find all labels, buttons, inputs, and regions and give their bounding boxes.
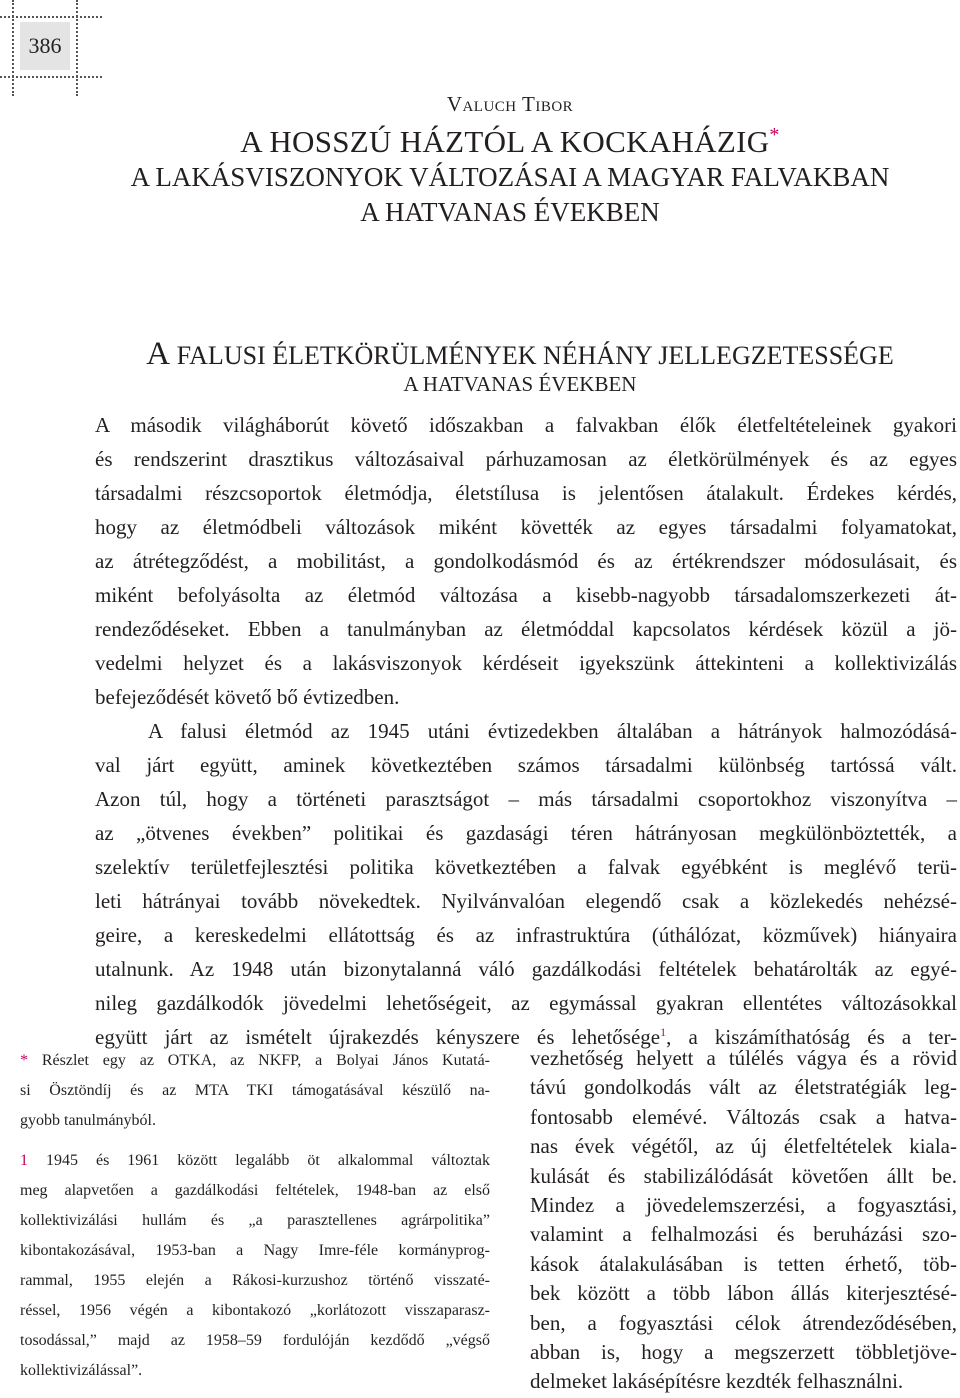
paragraph-2-line: val járt együtt, aminek következtében számos társadalmi különbség tartóssá vált. [95,753,957,777]
article-title [110,124,910,160]
paragraph-2-line: nileg gazdálkodók jövedelmi lehetőségeit, az egymással gyakran ellentétes változásokkal [95,991,957,1015]
footnote-star-text: Részlet egy az OTKA, az NKFP, a Bolyai János Kutatá- [28,1052,490,1069]
footnote-1-line: kollektivizálással”. [20,1362,143,1379]
paragraph-1-line: és rendszerint drasztikus változásaival párhuzamosan az életkörülmények és az egyes [95,447,957,471]
note-line-after: , a kiszámíthatóság és a ter- [666,1025,958,1049]
footnote-1-mark: 1 [20,1152,28,1169]
footnote-star-line [20,1047,490,1075]
section-heading-line-1 [90,336,950,373]
paragraph-2-line: leti hátrányai tovább növekedtek. Nyilvánvalóan elegendő csak a közlekedés nehézsé- [95,889,957,913]
footnote-1-line: réssel, 1956 végén a kibontakozó „korlátozott visszaparasz- [20,1302,490,1319]
paragraph-1-line: vedelmi helyzet és a lakásviszonyok kérdéseit igyekszünk áttekinteni a kollektivizálás [95,651,957,675]
paragraph-2-line: A falusi életmód az 1945 utáni évtizedekben általában a hátrányok halmozódásá- [148,719,957,743]
paragraph-2-line: az „ötvenes években” politikai és gazdasági téren hátrányosan megkülönböztették, a [95,821,957,845]
paragraph-1-line: befejeződését követő bő évtizedben. [95,685,400,709]
corner-dots-right [76,0,78,96]
paragraph-2-column-line: bek között a több lábon állás kiterjesztésé- [530,1281,957,1306]
paragraph-2-line: geire, a kereskedelmi ellátottság és az infrastruktúra (úthálózat, közművek) hiányaira [95,923,957,947]
paragraph-1-line: hogy az életmódbeli változások miként követték az egyes társadalmi folyamatokat, [95,515,957,539]
title-footnote-mark: * [769,124,780,146]
corner-dots-left [12,0,14,96]
footnote-star-line: gyobb tanulmányból. [20,1112,156,1129]
paragraph-1-line: miként befolyásolta az életmód változása a kisebb-nagyobb társadalomszerkezeti át- [95,583,957,607]
footnote-star-mark: * [20,1052,28,1069]
paragraph-1-line: társadalmi részcsoportok életmódja, életstílusa is jelentősen átalakult. Érdekes kérdés, [95,481,957,505]
footnote-star-line: si Ösztöndíj és az MTA TKI támogatásával készülő na- [20,1082,490,1099]
footnote-1-line: rammal, 1955 elején a Rákosi-kurzushoz történő visszaté- [20,1272,490,1289]
paragraph-2-column-line: nas évek végétől, az új életfeltételek kiala- [530,1134,957,1159]
paragraph-2-column-line: ben, a fogyasztási célok átrendeződésében, [530,1310,957,1335]
paragraph-2-line: utalnunk. Az 1948 után bizonytalanná váló gazdálkodási feltételek behatárolták az egyé- [95,957,957,981]
corner-dots-bottom [0,76,102,78]
subtitle-line-2: A HATVANAS ÉVEKBEN [360,197,660,227]
paragraph-2-column-line: Mindez a jövedelemszerzési, a fogyasztási, [530,1193,957,1217]
paragraph-1-line: az átrétegződést, a mobilitást, a gondolkodásmód és az értékrendszer módosulásait, és [95,549,957,573]
paragraph-2-column-line: valamint a felhalmozási és beruházási szo- [530,1222,957,1247]
section-heading-line-2: A HATVANAS ÉVEKBEN [403,372,637,396]
page-number: 386 [20,22,70,70]
footnote-1-text: 1945 és 1961 között legalább öt alkalommal változtak [28,1152,490,1169]
paragraph-1-line: A második világháborút követő időszakban a falvakban élők életfeltételeinek gyakori [95,413,957,437]
footnote-1-line: kibontakozásával, 1953-ban a Nagy Imre-féle kormányprog- [20,1242,490,1259]
paragraph-2-column-line: távú gondolkodás vált az életstratégiák leg- [530,1075,957,1100]
footnote-1-line [20,1147,490,1175]
article-title-text: A HOSSZÚ HÁZTÓL A KOCKAHÁZIG [240,124,770,159]
footnote-ref-1[interactable]: 1 [660,1025,667,1039]
paragraph-1-line: rendeződéseket. Ebben a tanulmányban az életmóddal kapcsolatos kérdések közül a jö- [95,617,957,641]
paragraph-2-column-line: delmeket lakásépítésre kezdték felhasználni. [530,1369,904,1394]
paragraph-2-column-line: kulását és stabilizálódását követően állt be. [530,1163,957,1188]
footnote-1-line: meg alapvetően a gazdálkodási feltételek, 1948-ban az első [20,1182,490,1199]
paragraph-2-line: Azon túl, hogy a történeti parasztságot – más társadalmi csoportokhoz viszonyítva – [95,787,957,811]
paragraph-2-column-line: kások átalakulásában is tetten érhető, töb- [530,1251,957,1276]
corner-dots-top [0,16,102,18]
footnote-1-line: kollektivizálási hullám és „a parasztellenes agrárpolitika” [20,1212,490,1229]
paragraph-2-column-line: fontosabb elemévé. Változás csak a hatva- [530,1104,957,1129]
note-line-before: együtt járt az ismételt újrakezdés kényszere és lehetősége [95,1025,661,1049]
paragraph-2-column-line: abban is, hogy a megszerzett többletjöve- [530,1340,957,1364]
section-initial: A [146,336,171,372]
footnote-1-line: tosodással,” majd az 1958–59 fordulóján kezdődő „végső [20,1332,490,1349]
author-name: Valuch Tibor [446,92,574,116]
paragraph-2-line: szelektív területfejlesztési politika következtében a falvak egyébként is meglévő terü- [95,855,957,879]
subtitle-line-1: A LAKÁSVISZONYOK VÁLTOZÁSAI A MAGYAR FALVAKBAN [130,162,890,192]
section-heading-rest: FALUSI ÉLETKÖRÜLMÉNYEK NÉHÁNY JELLEGZETESSÉGE [170,341,894,370]
paragraph-2-column-line: vezhetőség helyett a túlélés vágya és a rövid [530,1046,957,1070]
